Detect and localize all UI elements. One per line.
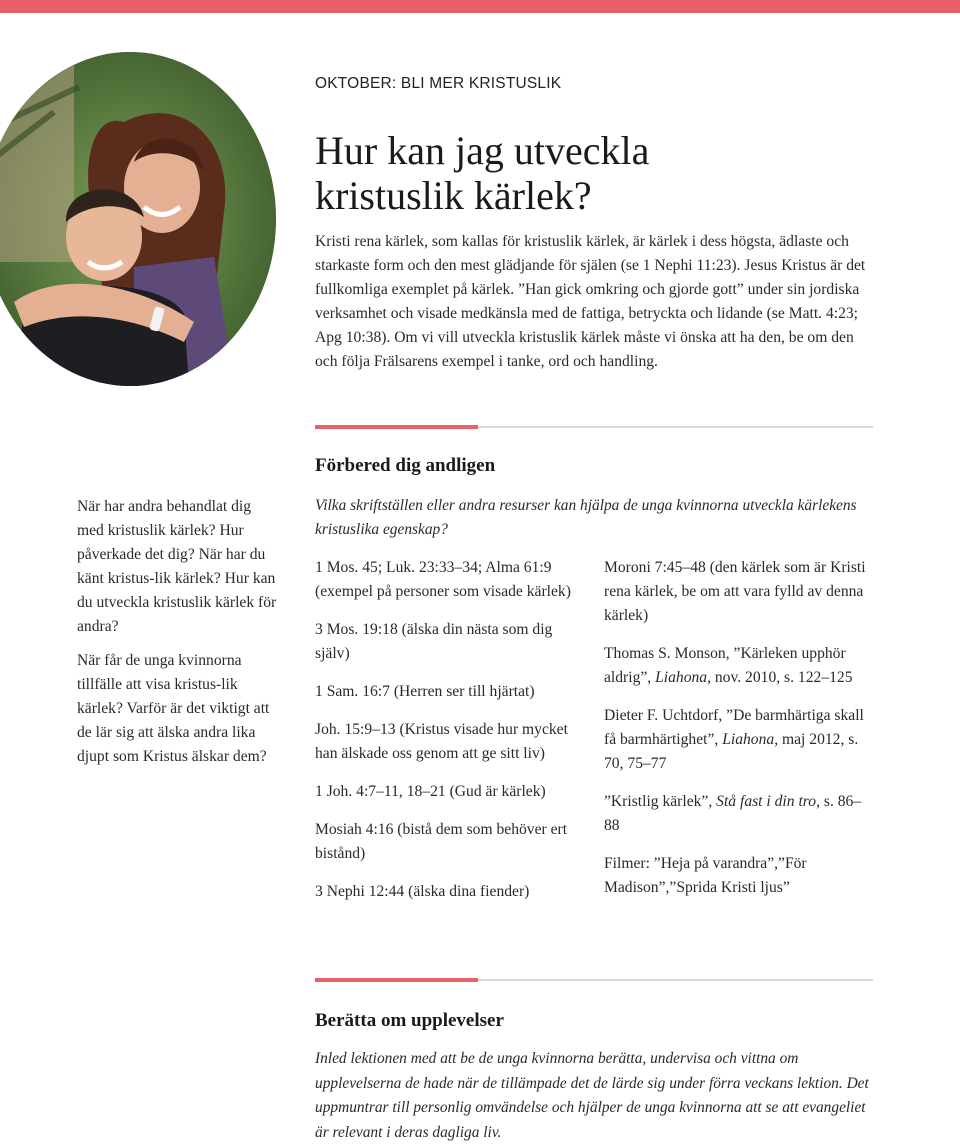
resource-source: Liahona,: [655, 669, 711, 686]
section-divider-experiences: [315, 979, 873, 981]
scripture-item: 1 Joh. 4:7–11, 18–21 (Gud är kärlek): [315, 783, 546, 800]
scripture-item: 1 Sam. 16:7 (Herren ser till hjärtat): [315, 683, 535, 700]
scripture-item: 3 Nephi 12:44 (älska dina fiender): [315, 883, 530, 900]
resource-films: Filmer: ”Heja på varandra”,”För Madison”,”Sprida Kristi ljus”: [604, 855, 807, 896]
divider-accent: [315, 978, 478, 982]
experiences-paragraph: Inled lektionen med att be de unga kvinnorna berätta, undervisa och vittna om upplevelserna de hade när de tillämpade det de lärde sig under förra veckans lektion. Det uppmuntrar till personlig omvändelse och hjälper de unga kvinnorna att se att evangeliet är relevant i deras dagliga liv.: [315, 1050, 869, 1141]
resource-source: Stå fast i din tro,: [716, 793, 820, 810]
resource-text: Thomas S. Monson, ”Kärleken upphör aldrig”,: [604, 645, 846, 686]
resource-text: s. 86–88: [604, 793, 862, 834]
top-accent-bar: [0, 0, 960, 13]
resource-kristlig: [604, 790, 874, 838]
scripture-list-left: [315, 556, 585, 918]
scripture-item: Joh. 15:9–13 (Kristus visade hur mycket han älskade oss genom att ge sitt liv): [315, 721, 568, 762]
resource-source: Liahona,: [722, 731, 779, 748]
photo-children-circle: [0, 52, 276, 386]
scripture-item: 1 Mos. 45; Luk. 23:33–34; Alma 61:9 (exempel på personer som visade kärlek): [315, 559, 571, 600]
page-title: [315, 128, 875, 218]
title-line-2: kristuslik kärlek?: [315, 173, 592, 218]
resource-monson: [604, 642, 874, 690]
resource-moroni: Moroni 7:45–48 (den kärlek som är Kristi rena kärlek, be om att vara fylld av denna kärlek): [604, 559, 866, 624]
resource-uchtdorf: [604, 704, 874, 776]
heading-prepare: Förbered dig andligen: [315, 455, 496, 476]
resource-text: ”Kristlig kärlek”,: [604, 793, 717, 810]
resource-text: maj 2012, s. 70, 75–77: [604, 731, 859, 772]
question-block-2: När får de unga kvinnorna tillfälle att visa kristus-lik kärlek? Varför är det viktigt att de lär sig att älska andra lika djupt som Kristus älskar dem?: [77, 652, 270, 765]
resource-list-right: [604, 556, 874, 914]
scripture-item: 3 Mos. 19:18 (älska din nästa som dig själv): [315, 621, 553, 662]
section-divider-prepare: [315, 426, 873, 428]
resource-text: nov. 2010, s. 122–125: [710, 669, 853, 686]
resource-text: Dieter F. Uchtdorf, ”De barmhärtiga skall få barmhärtighet”,: [604, 707, 864, 748]
sidebar-questions: [77, 495, 277, 779]
question-block-1: När har andra behandlat dig med kristuslik kärlek? Hur påverkade det dig? När har du känt kristus-lik kärlek? Hur kan du utveckla kristuslik kärlek för andra?: [77, 498, 277, 635]
intro-paragraph: Kristi rena kärlek, som kallas för kristuslik kärlek, är kärlek i dess högsta, ädlaste och starkaste form och den mest glädjande för själen (se 1 Nephi 11:23). Jesus Kristus är det fullkomliga exemplet på kärlek. ”Han gick omkring och gjorde gott” under sin jordiska verksamhet och visade medkänsla med de fattiga, betryckta och lidande (se Matt. 4:23; Apg 10:38). Om vi vill utveckla kristuslik kärlek måste vi önska att ha den, be om den och följa Frälsarens exempel i tanke, ord och handling.: [315, 233, 866, 370]
title-line-1: Hur kan jag utveckla: [315, 128, 650, 173]
divider-accent: [315, 425, 478, 429]
scripture-item: Mosiah 4:16 (bistå dem som behöver ert bistånd): [315, 821, 568, 862]
heading-experiences: Berätta om upplevelser: [315, 1010, 504, 1031]
prepare-intro: Vilka skriftställen eller andra resurser kan hjälpa de unga kvinnorna utveckla kärlekens kristuslika egenskap?: [315, 497, 857, 538]
section-kicker: OKTOBER: BLI MER KRISTUSLIK: [315, 75, 562, 92]
